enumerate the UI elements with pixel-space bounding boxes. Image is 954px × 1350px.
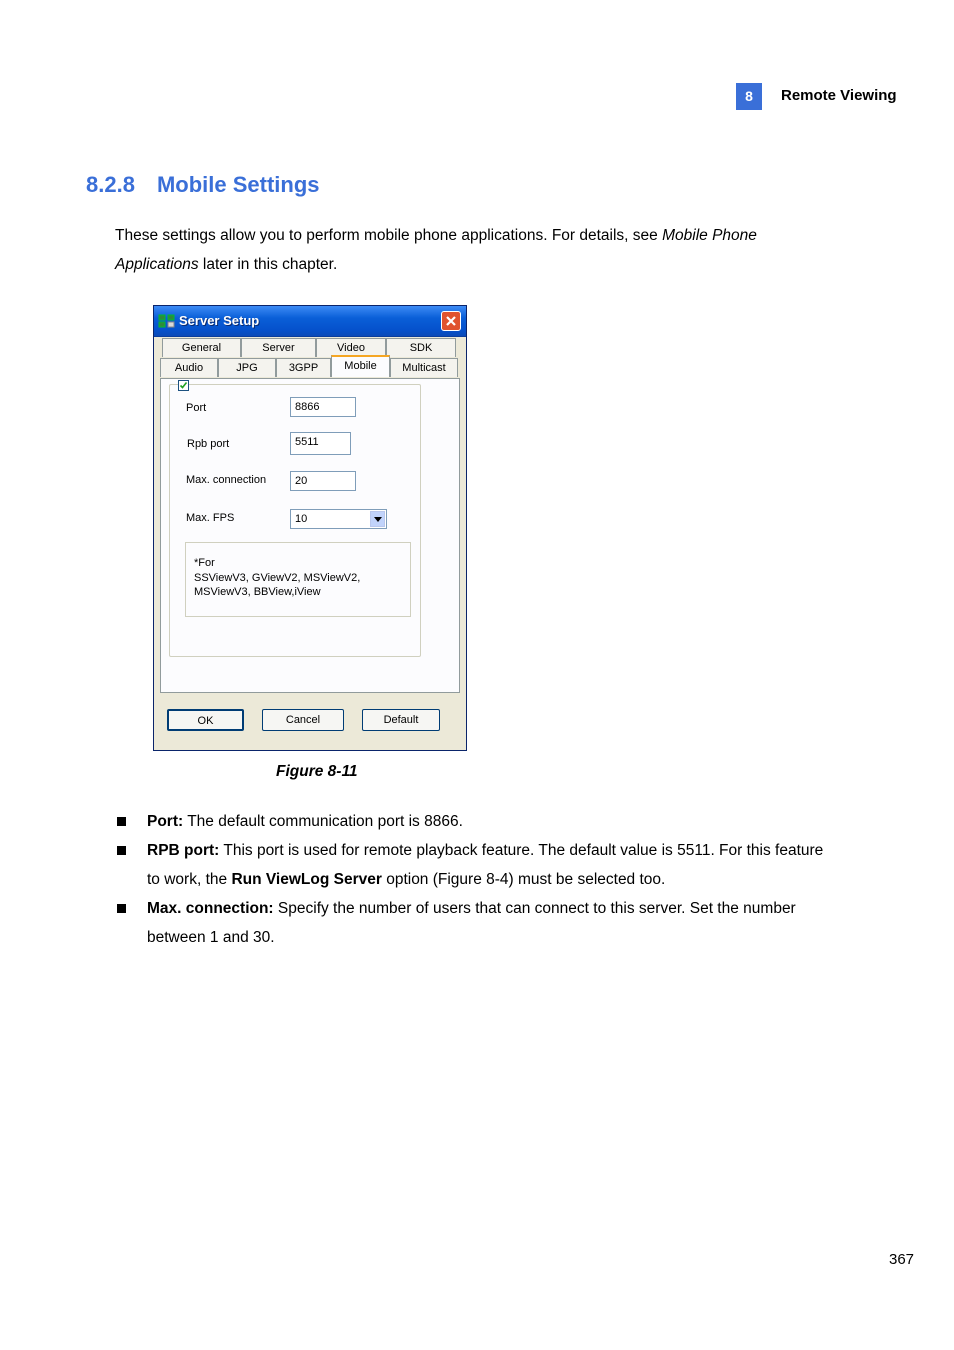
tab-video[interactable]: Video <box>316 338 386 357</box>
list-item <box>115 807 835 836</box>
note-line: SSViewV3, GViewV2, MSViewV2, <box>194 571 361 584</box>
note-line: MSViewV3, BBView,iView <box>194 586 321 598</box>
list-item <box>115 836 835 894</box>
port-label: Port <box>186 402 207 414</box>
bullet-text: Specify the number of users that can connect to this server. Set the number between 1 and 30. <box>147 900 796 946</box>
bullet-bold-text: Run ViewLog Server <box>231 871 382 888</box>
rpb-port-label: Rpb port <box>187 438 230 450</box>
server-setup-dialog <box>153 305 467 751</box>
checkmark-icon <box>179 381 188 390</box>
max-fps-select[interactable] <box>290 509 387 529</box>
dialog-titlebar[interactable] <box>154 306 466 337</box>
section-number: 8.2.8 <box>86 172 135 197</box>
tab-3gpp[interactable]: 3GPP <box>276 358 331 377</box>
ok-button[interactable]: OK <box>167 709 244 731</box>
port-input[interactable]: 8866 <box>290 397 356 417</box>
tab-multicast[interactable]: Multicast <box>390 358 458 377</box>
bullet-square-icon <box>117 846 126 855</box>
close-button[interactable] <box>441 311 461 331</box>
max-connection-label: Max. connection <box>186 474 267 486</box>
section-heading: Mobile Settings <box>156 172 320 197</box>
server-setup-app-icon <box>158 313 176 329</box>
intro-paragraph <box>115 221 835 279</box>
note-line: *For <box>194 557 215 569</box>
tab-mobile[interactable]: Mobile <box>331 355 390 377</box>
tab-server[interactable]: Server <box>241 338 316 357</box>
supported-viewers-note <box>185 542 411 617</box>
bullet-text: The default communication port is 8866. <box>183 813 463 830</box>
dialog-title: Server Setup <box>179 313 260 328</box>
section-title <box>86 172 320 198</box>
tab-jpg[interactable]: JPG <box>218 358 276 377</box>
intro-text-end: later in this chapter. <box>198 256 338 273</box>
page-number: 367 <box>889 1251 915 1268</box>
bullet-text: This port is used for remote playback feature. The default value is 5511. For this feature to work, the <box>147 842 824 888</box>
max-fps-value: 10 <box>295 513 308 525</box>
bullet-square-icon <box>117 904 126 913</box>
figure-caption: Figure 8-11 <box>276 763 358 780</box>
rpb-port-input[interactable]: 5511 <box>290 432 351 455</box>
chapter-number-badge: 8 <box>736 83 762 110</box>
bullet-label: RPB port: <box>147 842 220 859</box>
bullet-square-icon <box>117 817 126 826</box>
enable-mobile-checkbox[interactable] <box>178 380 189 391</box>
default-button[interactable]: Default <box>362 709 440 731</box>
tab-sdk[interactable]: SDK <box>386 338 456 357</box>
settings-bullet-list <box>115 807 835 952</box>
list-item <box>115 894 835 952</box>
max-fps-dropdown-button[interactable] <box>370 511 385 527</box>
close-icon <box>445 315 457 327</box>
cancel-button[interactable]: Cancel <box>262 709 344 731</box>
chapter-title: Remote Viewing <box>781 87 897 104</box>
tab-general[interactable]: General <box>162 338 241 357</box>
chevron-down-icon <box>374 517 382 522</box>
intro-link-text: Mobile Phone Applications <box>115 227 757 273</box>
max-connection-input[interactable]: 20 <box>290 471 356 491</box>
bullet-text: option (Figure 8-4) must be selected too. <box>381 871 666 888</box>
intro-text: These settings allow you to perform mobile phone applications. For details, see <box>115 227 663 244</box>
tab-audio[interactable]: Audio <box>160 358 218 377</box>
max-fps-label: Max. FPS <box>186 512 235 524</box>
bullet-label: Port: <box>147 813 184 830</box>
bullet-label: Max. connection: <box>147 900 274 917</box>
